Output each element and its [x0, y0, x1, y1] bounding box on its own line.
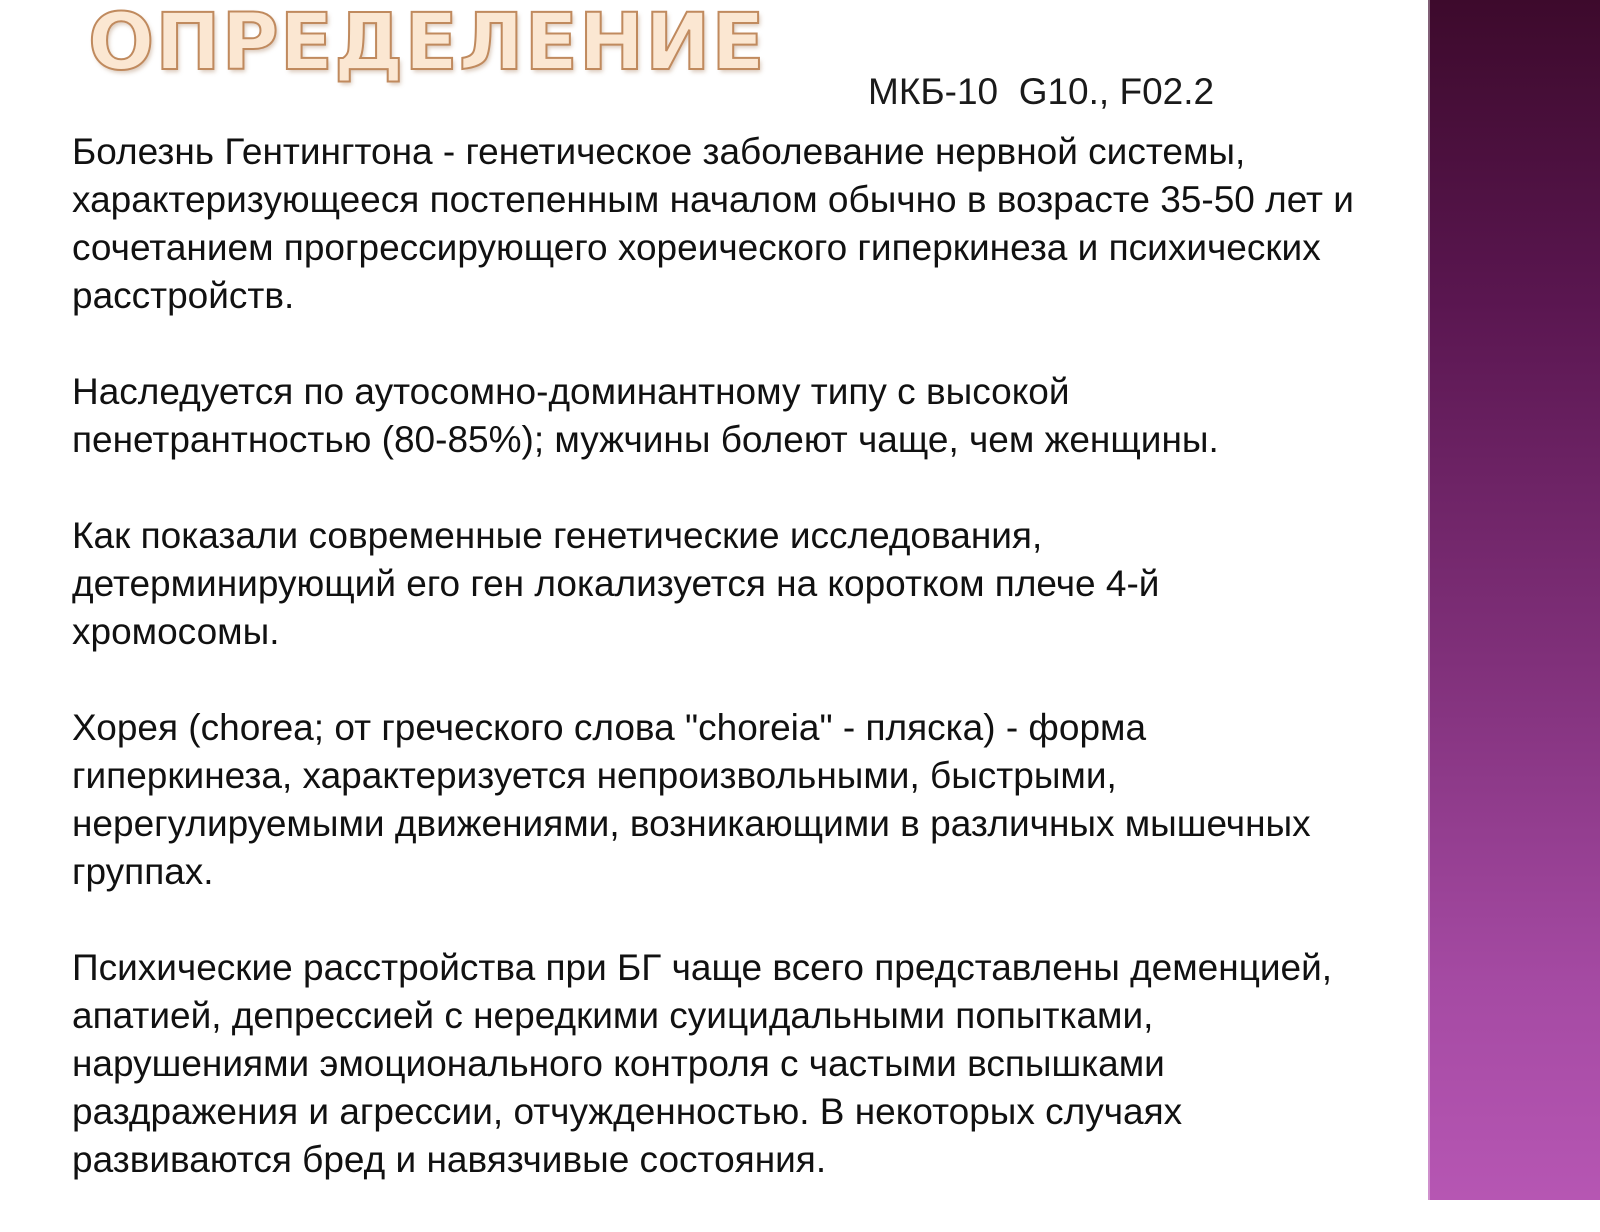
text-line: нарушениями эмоционального контроля с частыми вспышками: [72, 1043, 1165, 1084]
text-line: расстройств.: [72, 275, 295, 316]
paragraph-gene: [72, 512, 1472, 656]
text-line: Наследуется по аутосомно-доминантному типу с высокой: [72, 371, 1070, 412]
paragraph-psychiatric: [72, 944, 1472, 1184]
text-line: детерминирующий его ген локализуется на коротком плече 4-й: [72, 563, 1160, 604]
text-line: характеризующееся постепенным началом обычно в возрасте 35-50 лет и: [72, 179, 1354, 220]
text-line: пенетрантностью (80-85%); мужчины болеют чаще, чем женщины.: [72, 419, 1219, 460]
text-line: развиваются бред и навязчивые состояния.: [72, 1139, 827, 1180]
text-line: хромосомы.: [72, 611, 280, 652]
slide-title: ОПРЕДЕЛЕНИЕ: [88, 0, 766, 88]
text-line: нерегулируемыми движениями, возникающими в различных мышечных: [72, 803, 1311, 844]
text-line: гиперкинеза, характеризуется непроизвольными, быстрыми,: [72, 755, 1117, 796]
icd-code: МКБ-10 G10., F02.2: [868, 71, 1215, 112]
text-line: Болезнь Гентингтона - генетическое заболевание нервной системы,: [72, 131, 1246, 172]
text-line: Хорея (chorea; от греческого слова "choreia" - пляска) - форма: [72, 707, 1147, 748]
paragraph-inheritance: [72, 368, 1472, 464]
paragraph-definition: [72, 128, 1472, 320]
text-line: Как показали современные генетические исследования,: [72, 515, 1043, 556]
text-line: группах.: [72, 851, 214, 892]
text-line: апатией, депрессией с нередкими суицидальными попытками,: [72, 995, 1154, 1036]
text-line: Психические расстройства при БГ чаще всего представлены деменцией,: [72, 947, 1333, 988]
slide-body: [72, 128, 1472, 1232]
text-line: сочетанием прогрессирующего хореического гиперкинеза и психических: [72, 227, 1321, 268]
text-line: раздражения и агрессии, отчужденностью. В некоторых случаях: [72, 1091, 1183, 1132]
paragraph-chorea: [72, 704, 1472, 896]
